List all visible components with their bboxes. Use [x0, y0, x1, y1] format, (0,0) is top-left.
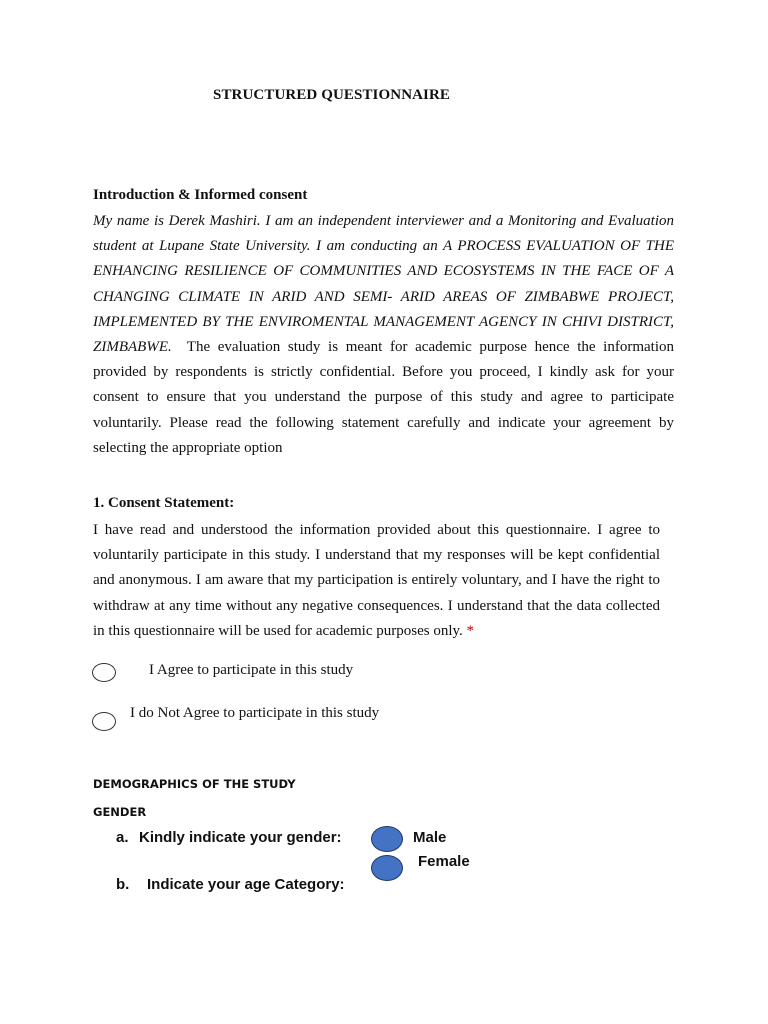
- intro-heading: Introduction & Informed consent: [93, 187, 308, 203]
- question-a-label: Kindly indicate your gender:: [139, 829, 342, 846]
- intro-body-text: The evaluation study is meant for academic purpose hence the information provided by respondents is strictly confidential. Before you proceed, I kindly ask for your consent to ensure that you understand the purpose of this study and agree to participate voluntarily. Please read the following statement carefully and indicate your agreement by selecting the appropriate option: [93, 339, 674, 456]
- female-radio[interactable]: [371, 855, 403, 881]
- intro-italic-text: My name is Derek Mashiri. I am an independent interviewer and a Monitoring and Evaluation student at Lupane State University. I am conducting an A PROCESS EVALUATION OF THE ENHANCING RESILIENCE OF COMMUNITIES AND ECOSYSTEMS IN THE FACE OF A CHANGING CLIMATE IN ARID AND SEMI- ARID AREAS OF ZIMBABWE PROJECT, IMPLEMENTED BY THE ENVIROMENTAL MANAGEMENT AGENCY IN CHIVI DISTRICT, ZIMBABWE.: [93, 213, 674, 356]
- disagree-radio[interactable]: [92, 712, 116, 731]
- gender-subheading: GENDER: [93, 805, 147, 819]
- page-title: STRUCTURED QUESTIONNAIRE: [213, 87, 451, 103]
- question-a-marker: a.: [116, 829, 129, 846]
- question-b-marker: b.: [116, 876, 130, 893]
- consent-heading: 1. Consent Statement:: [93, 495, 235, 511]
- agree-radio[interactable]: [92, 663, 116, 682]
- female-label: Female: [418, 853, 470, 870]
- question-b-label: Indicate your age Category:: [147, 876, 345, 893]
- disagree-label: I do Not Agree to participate in this study: [130, 705, 380, 721]
- required-mark: *: [466, 622, 475, 639]
- male-radio[interactable]: [371, 826, 403, 852]
- consent-statement: [93, 518, 660, 644]
- male-label: Male: [413, 829, 447, 846]
- intro-paragraph: [93, 209, 674, 461]
- demographics-heading: DEMOGRAPHICS OF THE STUDY: [93, 777, 296, 791]
- agree-label: I Agree to participate in this study: [149, 662, 354, 678]
- consent-text: I have read and understood the information provided about this questionnaire. I agree to voluntarily participate in this study. I understand that my responses will be kept confidential and anonymous. I am aware that my participation is entirely voluntary, and I have the right to withdraw at any time without any negative consequences. I understand that the data collected in this questionnaire will be used for academic purposes only.: [93, 522, 660, 639]
